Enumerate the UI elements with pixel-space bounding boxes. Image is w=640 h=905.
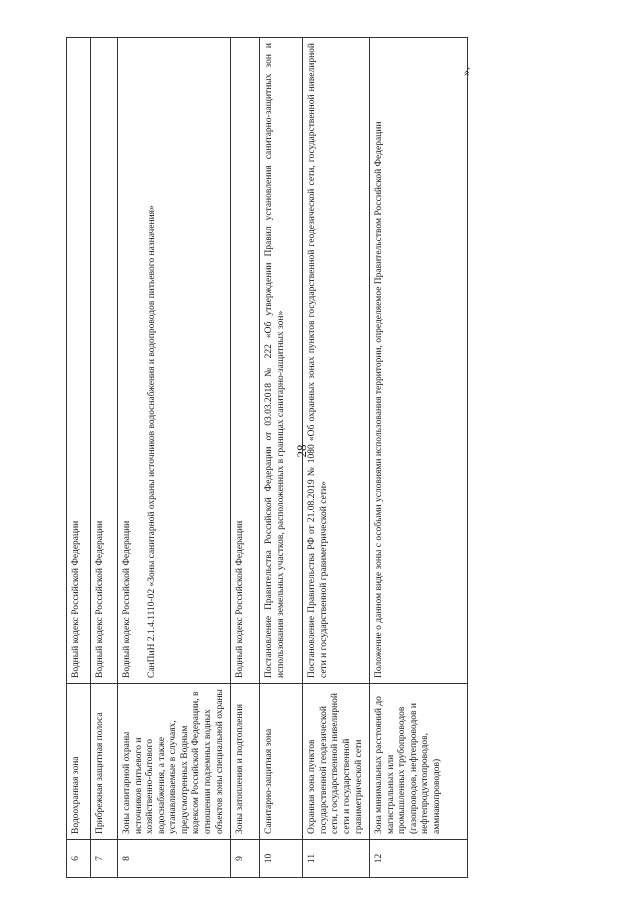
regulation-cell (67, 38, 91, 684)
zone-name: Зоны санитарной охраны источников питьевого и хозяйственно-бытового водоснабжения, а также устанавливаемые в случаях, предусмотренных Водным кодексом Российской Федерации, в отношении подземных водных объектов зоны специальной охраны (118, 684, 231, 840)
row-number: 11 (303, 840, 370, 878)
regulation-text: Положение о данном виде зоны с особыми условиями использования территории, определяемое Правительством Российской Федерации (374, 121, 385, 678)
table-row (67, 38, 91, 878)
zone-name: Водоохранная зона (67, 684, 91, 840)
zones-table (66, 37, 468, 878)
row-number: 9 (231, 840, 260, 878)
table-row (118, 38, 231, 878)
regulation-text: Водный кодекс Российской Федерации (71, 520, 81, 678)
table-row (231, 38, 260, 878)
zone-name: Санитарно-защитная зона (260, 684, 303, 840)
table-row (260, 38, 303, 878)
regulation-text: СанПиН 2.1.4.1110-02 «Зоны санитарной охраны источников водоснабжения и водопроводов питьевого назначения» (146, 205, 157, 678)
regulation-cell (303, 38, 370, 684)
regulation-text: Водный кодекс Российской Федерации (95, 520, 105, 678)
closing-quote-mark: ». (458, 67, 473, 76)
regulation-cell (118, 38, 231, 684)
row-number: 12 (370, 840, 468, 878)
table-row (370, 38, 468, 878)
regulation-cell (370, 38, 468, 684)
row-number: 10 (260, 840, 303, 878)
zone-name: Охранная зона пунктов государственной геодезической сети, государственной нивелирной сети и государственной гравиметрической сети (303, 684, 370, 840)
zone-name: Зона минимальных расстояний до магистральных или промышленных трубопроводов (газопроводов, нефтепроводов и нефтепродуктопроводов, аммиакопроводов) (370, 684, 468, 840)
row-number: 7 (91, 840, 118, 878)
page-number: 28 (294, 444, 309, 458)
regulation-cell (91, 38, 118, 684)
row-number: 6 (67, 840, 91, 878)
zone-name: Прибрежная защитная полоса (91, 684, 118, 840)
zone-name: Зоны затопления и подтопления (231, 684, 260, 840)
regulation-text: Постановление Правительства Российской Федерации от 03.03.2018 № 222 «Об утверждении Правил установления санитарно-защитных зон и использования земельных участков, расположенных в границах санитарно-защитных зон» (264, 43, 286, 678)
table-row (303, 38, 370, 878)
regulation-cell (231, 38, 260, 684)
regulation-text: Постановление Правительства РФ от 21.08.2019 № 1080 «Об охранных зонах пунктов государственной геодезической сети, государственной нивелирной сети и государственной гравиметрической сети» (307, 43, 329, 678)
regulation-text: Водный кодекс Российской Федерации (122, 520, 132, 678)
zones-table-rotated (66, 38, 454, 878)
row-number: 8 (118, 840, 231, 878)
regulation-cell (260, 38, 303, 684)
regulation-text: Водный кодекс Российской Федерации (235, 520, 246, 678)
table-row (91, 38, 118, 878)
